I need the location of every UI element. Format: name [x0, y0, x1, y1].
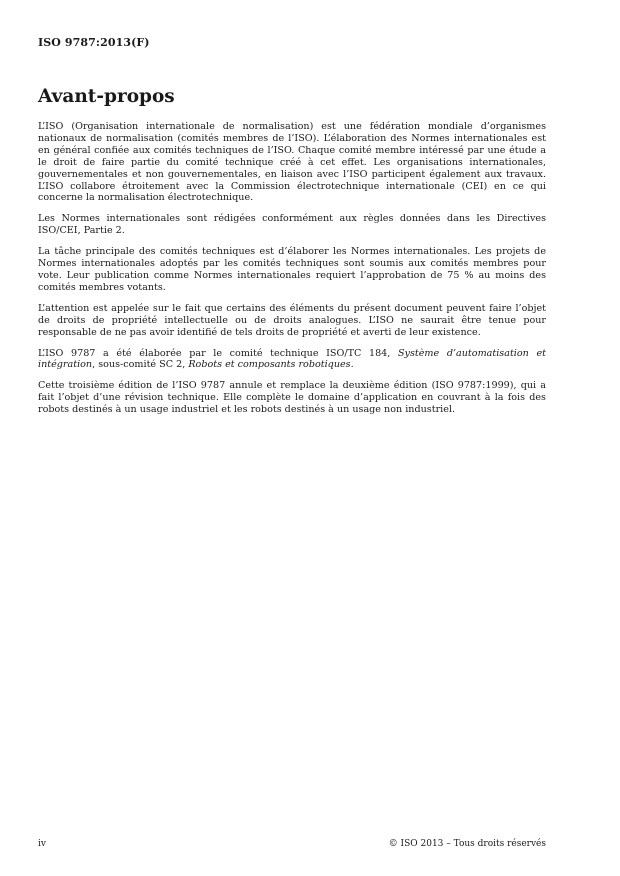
paragraph-directives: Les Normes internationales sont rédigées conformément aux règles données dans les Directives ISO/CEI, Partie 2.	[38, 213, 546, 237]
document-id-header: ISO 9787:2013(F)	[38, 36, 150, 49]
paragraph-prepared-by	[38, 348, 546, 372]
paragraph-iso-organisation: L’ISO (Organisation internationale de normalisation) est une fédération mondiale d’organismes nationaux de normalisation (comités membres de l’ISO). L’élaboration des Normes internationales est en général confiée aux comités techniques de l’ISO. Chaque comité membre intéressé par une étude a le droit de faire partie du comité technique créé à cet effet. Les organisations internationales, gouvernementales et non gouvernementales, en liaison avec l’ISO participent également aux travaux. L’ISO collabore étroitement avec la Commission électrotechnique internationale (CEI) en ce qui concerne la normalisation électrotechnique.	[38, 121, 546, 204]
committee-name: Système d’automatisation et intégration	[38, 347, 547, 371]
page-number: iv	[38, 839, 46, 849]
prepared-by-text-1: L’ISO 9787 a été élaborée par le comité technique ISO/TC 184,	[38, 347, 398, 359]
page-title: Avant-propos	[38, 86, 175, 107]
foreword-body	[38, 121, 546, 425]
paragraph-technical-committees: La tâche principale des comités techniques est d’élaborer les Normes internationales. Les projets de Normes internationales adoptés par les comités techniques sont soumis aux comités membres pour vote. Leur publication comme Normes internationales requiert l’approbation de 75 % au moins des comités membres votants.	[38, 246, 546, 293]
paragraph-edition-note: Cette troisième édition de l’ISO 9787 annule et remplace la deuxième édition (ISO 9787:1999), qui a fait l’objet d’une révision technique. Elle complète le domaine d’application en couvrant à la fois des robots destinés à un usage industriel et les robots destinés à un usage non industriel.	[38, 380, 546, 416]
copyright-notice: © ISO 2013 – Tous droits réservés	[388, 839, 546, 849]
paragraph-patent-rights: L’attention est appelée sur le fait que certains des éléments du présent document peuvent faire l’objet de droits de propriété intellectuelle ou de droits analogues. L’ISO ne saurait être tenue pour responsable de ne pas avoir identifié de tels droits de propriété et averti de leur existence.	[38, 302, 546, 338]
subcommittee-name: Robots et composants robotiques	[188, 359, 351, 371]
prepared-by-text-2: , sous-comité SC 2,	[92, 359, 189, 371]
prepared-by-text-3: .	[350, 359, 354, 371]
page-footer	[38, 839, 546, 849]
